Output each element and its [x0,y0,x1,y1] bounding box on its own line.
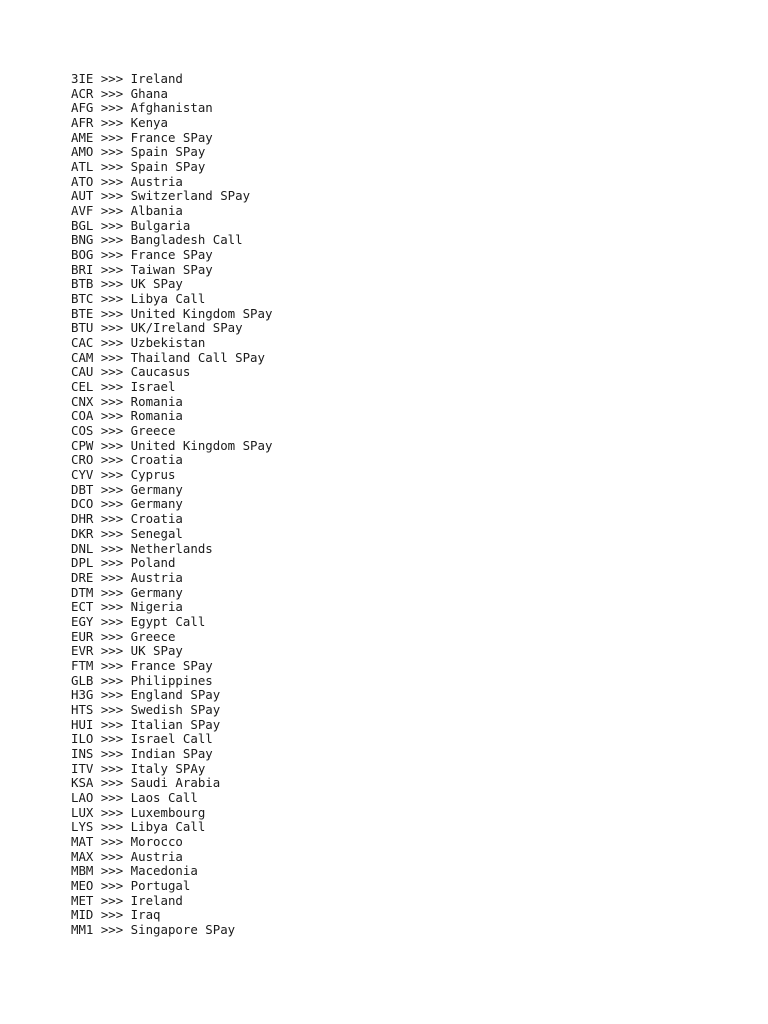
list-item: CAU >>> Caucasus [71,364,191,380]
list-item: CYV >>> Cyprus [71,467,176,483]
list-item: MBM >>> Macedonia [71,863,198,879]
list-item: MID >>> Iraq [71,907,161,923]
list-item: CEL >>> Israel [71,379,176,395]
list-item: COA >>> Romania [71,408,183,424]
list-item: BGL >>> Bulgaria [71,217,191,233]
list-item: EGY >>> Egypt Call [71,613,206,629]
list-item: AFR >>> Kenya [71,115,168,131]
list-item: ATL >>> Spain SPay [71,159,206,175]
list-item: DRE >>> Austria [71,569,183,585]
list-item: ILO >>> Israel Call [71,731,213,747]
list-item: ATO >>> Austria [71,173,183,189]
list-item: BTC >>> Libya Call [71,291,206,307]
list-item: ECT >>> Nigeria [71,599,183,615]
list-item: MEO >>> Portugal [71,877,191,893]
list-item: DBT >>> Germany [71,481,183,497]
list-item: CNX >>> Romania [71,393,183,409]
list-item: AFG >>> Afghanistan [71,100,213,116]
list-item: FTM >>> France SPay [71,657,213,673]
list-item: CAM >>> Thailand Call SPay [71,349,265,365]
list-item: CPW >>> United Kingdom SPay [71,437,273,453]
list-item: GLB >>> Philippines [71,672,213,688]
list-item: HTS >>> Swedish SPay [71,701,221,717]
list-item: AMO >>> Spain SPay [71,144,206,160]
list-item: CAC >>> Uzbekistan [71,335,206,351]
list-item: ITV >>> Italy SPAy [71,760,206,776]
list-item: LUX >>> Luxembourg [71,804,206,820]
list-item: ACR >>> Ghana [71,85,168,101]
list-item: BRI >>> Taiwan SPay [71,261,213,277]
list-item: DNL >>> Netherlands [71,540,213,556]
list-item: INS >>> Indian SPay [71,745,213,761]
list-item: LAO >>> Laos Call [71,789,198,805]
list-item: CRO >>> Croatia [71,452,183,468]
list-item: KSA >>> Saudi Arabia [71,775,221,791]
list-item: EVR >>> UK SPay [71,643,183,659]
list-item: DHR >>> Croatia [71,511,183,527]
list-item: DPL >>> Poland [71,555,176,571]
list-item: AME >>> France SPay [71,129,213,145]
list-item: DKR >>> Senegal [71,525,183,541]
list-item: LYS >>> Libya Call [71,819,206,835]
list-item: DCO >>> Germany [71,496,183,512]
list-item: MAT >>> Morocco [71,833,183,849]
list-item: BTE >>> United Kingdom SPay [71,305,273,321]
list-item: MM1 >>> Singapore SPay [71,921,236,937]
list-item: BTB >>> UK SPay [71,276,183,292]
list-item: AUT >>> Switzerland SPay [71,188,251,204]
code-country-list [71,72,272,938]
list-item: COS >>> Greece [71,423,176,439]
list-item: MAX >>> Austria [71,848,183,864]
list-item: BNG >>> Bangladesh Call [71,232,243,248]
list-item: BOG >>> France SPay [71,247,213,263]
list-item: DTM >>> Germany [71,584,183,600]
list-item: H3G >>> England SPay [71,687,221,703]
list-item: BTU >>> UK/Ireland SPay [71,320,243,336]
list-item: MET >>> Ireland [71,892,183,908]
list-item: AVF >>> Albania [71,203,183,219]
list-item: 3IE >>> Ireland [71,71,183,86]
list-item: EUR >>> Greece [71,628,176,644]
list-item: HUI >>> Italian SPay [71,716,221,732]
